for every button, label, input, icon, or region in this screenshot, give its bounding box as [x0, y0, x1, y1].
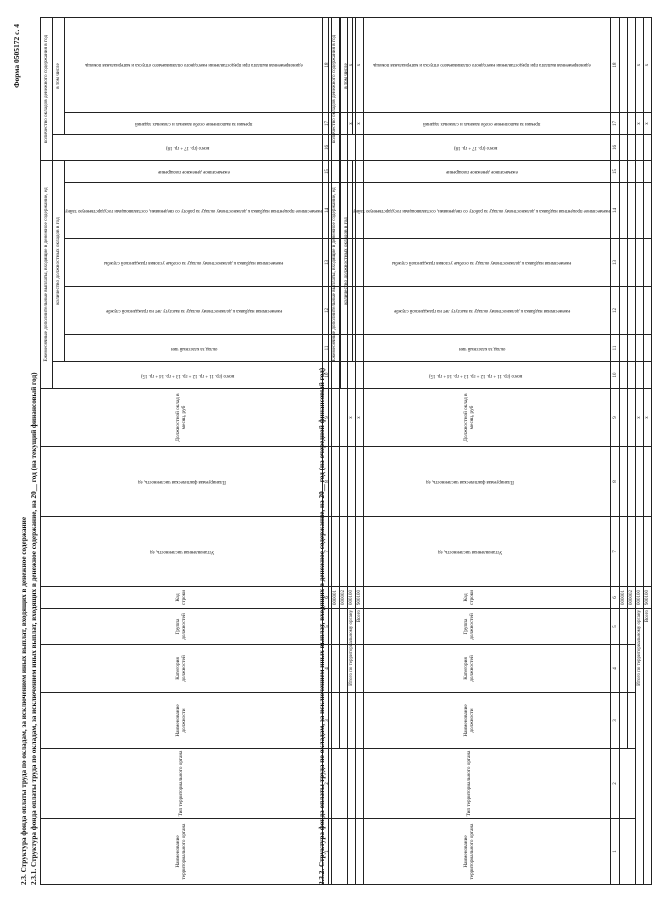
header-established-headcount: Установленная численность, ед	[437, 549, 502, 555]
header-position-group: Группа должностей	[41, 609, 323, 645]
header-col16: всего (гр. 17 + гр. 18)	[453, 145, 498, 150]
header-territorial-body-type: Тип территориального органа	[329, 749, 611, 819]
table1-title: 2.3.1. Структура фонда оплаты труда по окладам, за исключением иных выплат, входящих в денежное содержание, на 20__ год (на текущий финансовый год)	[30, 372, 38, 885]
header-other-payments-group: количество окладов денежного содержания в год	[41, 17, 53, 160]
header-qty-salaries: количество должностных окладов в год	[341, 160, 353, 361]
header-planned-headcount: Планируемая фактическая численность, ед	[137, 479, 226, 485]
total-row-grand: Всего 900100 x x x	[356, 17, 364, 884]
header-col10: всего (гр. 11 + гр. 12 + гр. 13 + гр. 14 + гр. 15)	[429, 372, 523, 378]
header-col16: всего (гр. 17 + гр. 18)	[165, 145, 210, 150]
header-position-name: Наименование должности	[41, 693, 323, 749]
header-col18: единовременная выплата при предоставлении ежегодного оплачиваемого отпуска и материальная помощь	[84, 62, 303, 68]
total-row-grand: Всего 900100 x x x	[644, 17, 652, 884]
header-extra-payments-group: Ежемесячные дополнительные выплаты, входящие в денежное содержание, ед	[41, 160, 53, 388]
header-col15: ежемесячное денежное поощрение	[445, 169, 518, 175]
header-col18: единовременная выплата при предоставлении ежегодного оплачиваемого отпуска и материальная помощь	[372, 62, 591, 68]
header-extra-payments-group: Ежемесячные дополнительные выплаты, входящие в денежное содержание, ед	[329, 160, 341, 388]
row-code: 000001	[332, 587, 340, 609]
header-position-category: Категория должностей	[329, 645, 611, 693]
header-col11: оклад за классный чин	[458, 345, 505, 351]
header-col14: ежемесячное процентная надбавка к должностному окладу за работу со сведениями, составляющими государственную тайну	[353, 208, 611, 214]
header-row-code: Код строки	[41, 587, 323, 609]
header-col12: ежемесячная надбавка к должностному окладу за выслугу лет на гражданской службе	[105, 308, 282, 314]
table2-title: 2.3.2. Структура фонда оплаты труда по окладам, за исключением иных выплат, входящих в денежное содержание, на 20__ год (на очередной финансовый год)	[318, 367, 326, 885]
row-code: 000002	[628, 587, 636, 609]
header-col14: ежемесячное процентная надбавка к должностному окладу за работу со сведениями, составляющими государственную тайну	[65, 208, 323, 214]
header-col10: всего (гр. 11 + гр. 12 + гр. 13 + гр. 14 + гр. 15)	[141, 372, 235, 378]
header-territorial-body-name: Наименование территориального органа	[41, 819, 323, 885]
header-established-headcount: Установленная численность, ед	[149, 549, 214, 555]
header-planned-headcount: Планируемая фактическая численность, ед	[425, 479, 514, 485]
header-row-code: Код строки	[329, 587, 611, 609]
header-position-name: Наименование должности	[329, 693, 611, 749]
wage-fund-table-current-year	[40, 17, 364, 885]
header-monthly-salary: Должностной оклад в месяц, руб	[41, 389, 323, 447]
table-row	[620, 17, 628, 884]
header-col15: ежемесячное денежное поощрение	[157, 169, 230, 175]
column-number-row: 1 2 3 4 5 6 7 8 9 10 11 12 13 14 15 16 17 18	[323, 17, 332, 884]
header-col17: премии за выполнение особо важных и сложных заданий	[135, 121, 253, 126]
column-number-row: 1 2 3 4 5 6 7 8 9 10 11 12 13 14 15 16 17 18	[611, 17, 620, 884]
total-row-territorial: Итого по территориальному органу 000100 x x x	[636, 17, 644, 884]
section-title: 2.3. Структура фонда оплаты труда по окладам, за исключением иных выплат, входящих в денежное содержание	[20, 516, 28, 885]
header-qty-salaries: количество должностных окладов в год	[53, 160, 65, 361]
row-code: 000001	[620, 587, 628, 609]
header-col13: ежемесячная надбавка к должностному окладу за особые условия гражданской службы	[104, 260, 284, 266]
header-col11: оклад за классный чин	[170, 345, 217, 351]
header-other-payments-group: количество окладов денежного содержания в год	[329, 17, 341, 160]
header-territorial-body-name: Наименование территориального органа	[329, 819, 611, 885]
header-territorial-body-type: Тип территориального органа	[41, 749, 323, 819]
header-position-category: Категория должностей	[41, 645, 323, 693]
row-code: 000002	[340, 587, 348, 609]
header-col17: премии за выполнение особо важных и сложных заданий	[423, 121, 541, 126]
header-in-that-2: в том числе	[341, 17, 353, 134]
wage-fund-table-next-year	[328, 17, 652, 885]
total-row-territorial: Итого по территориальному органу 000100 x x x	[348, 17, 356, 884]
header-position-group: Группа должностей	[329, 609, 611, 645]
header-in-that-2: в том числе	[53, 17, 65, 134]
header-col12: ежемесячная надбавка к должностному окладу за выслугу лет на гражданской службе	[393, 308, 570, 314]
form-number: Форма 0505172 с. 4	[12, 24, 21, 88]
header-monthly-salary: Должностной оклад в месяц, руб	[329, 389, 611, 447]
header-col13: ежемесячная надбавка к должностному окладу за особые условия гражданской службы	[392, 260, 572, 266]
